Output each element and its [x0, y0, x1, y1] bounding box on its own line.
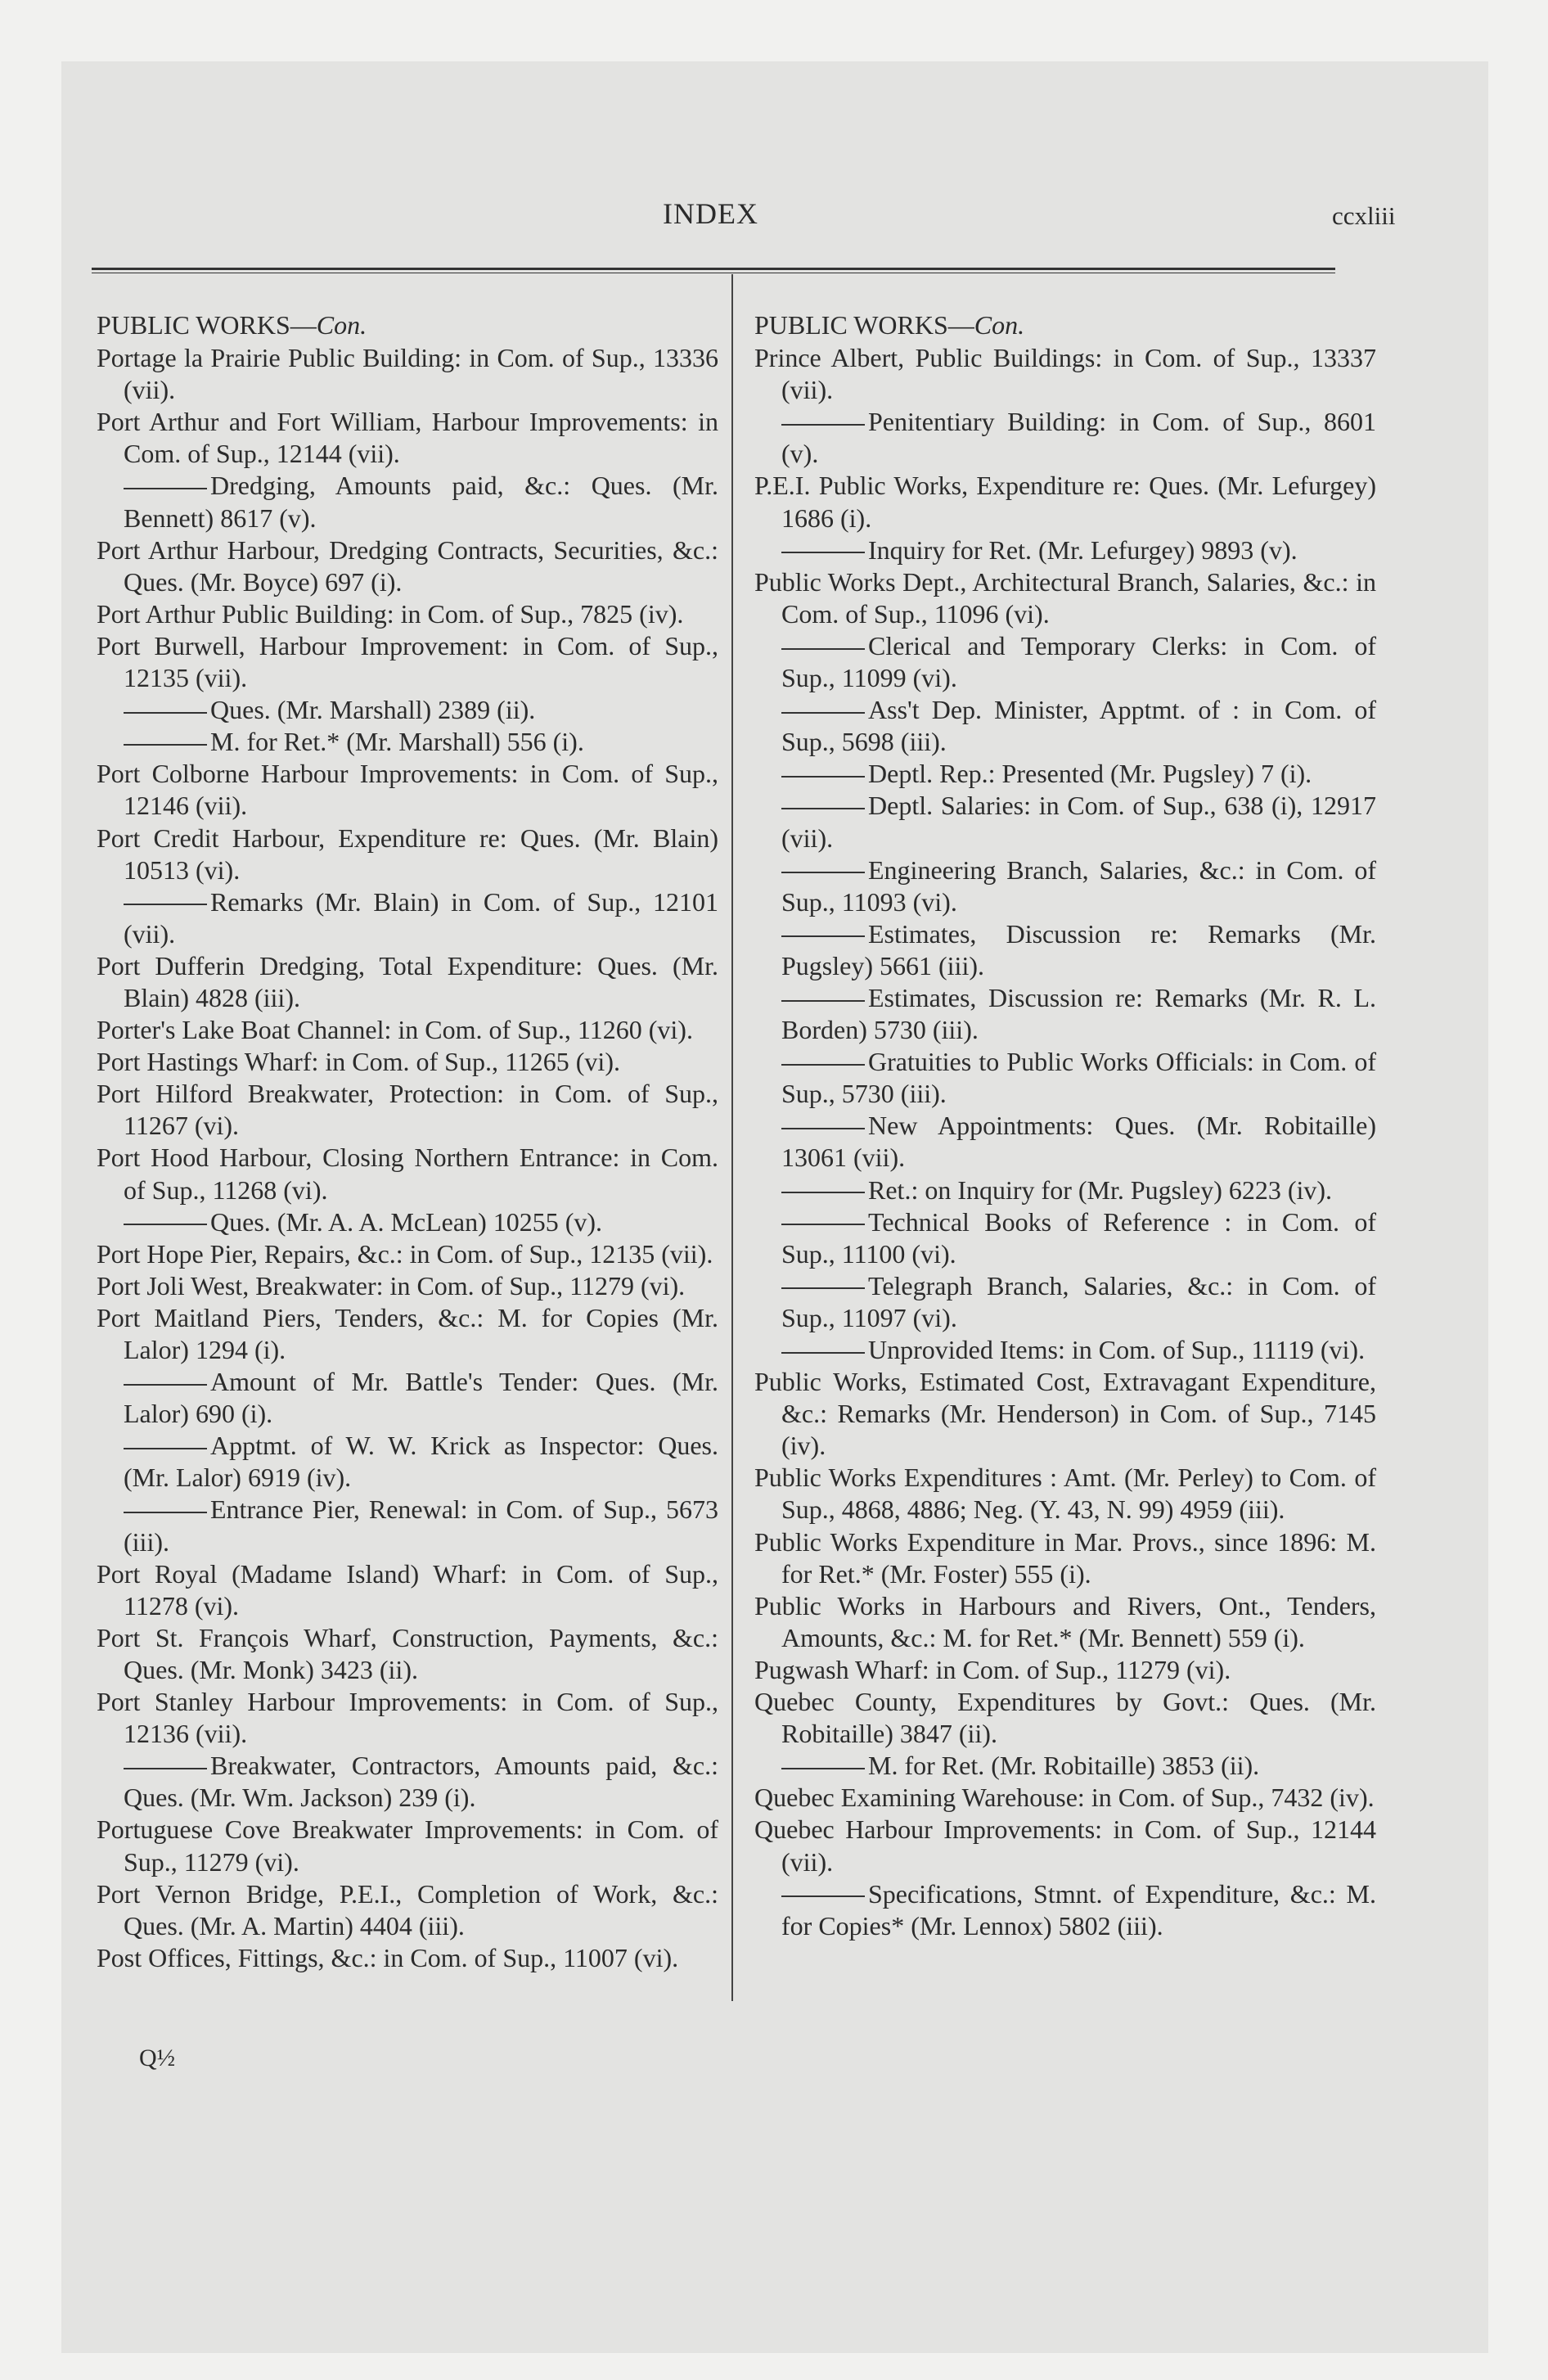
- index-entry: [754, 854, 1376, 918]
- entry-text: Port Joli West, Breakwater: in Com. of Sup., 11279 (vi).: [97, 1270, 686, 1300]
- entry-text: Port Hood Harbour, Closing Northern Entrance: in Com. of Sup., 11268 (vi).: [97, 1143, 718, 1205]
- index-entry: [97, 1430, 718, 1494]
- entry-text: Technical Books of Reference : in Com. of Sup., 11100 (vi).: [781, 1206, 1376, 1269]
- ditto-dash: [781, 1224, 865, 1225]
- right-column-heading: PUBLIC WORKS—Con.: [754, 310, 1025, 340]
- ditto-dash: [781, 1192, 865, 1193]
- entry-text: New Appointments: Ques. (Mr. Robitaille) 13061 (vii).: [781, 1111, 1376, 1173]
- entry-text: Deptl. Rep.: Presented (Mr. Pugsley) 7 (i).: [868, 759, 1312, 789]
- index-entry: [754, 630, 1376, 694]
- entry-text: Port Hilford Breakwater, Protection: in Com. of Sup., 11267 (vi).: [97, 1079, 718, 1141]
- index-entry: [97, 1078, 718, 1142]
- index-entry: [97, 1270, 718, 1302]
- entry-text: Remarks (Mr. Blain) in Com. of Sup., 12101 (vii).: [124, 886, 718, 949]
- index-entry: [754, 1686, 1376, 1750]
- index-entry: [97, 758, 718, 822]
- index-entry: [754, 1110, 1376, 1174]
- index-entry: [97, 1142, 718, 1206]
- entry-text: Port Dufferin Dredging, Total Expenditure: Ques. (Mr. Blain) 4828 (iii).: [97, 950, 718, 1012]
- entry-text: Ques. (Mr. Marshall) 2389 (ii).: [210, 695, 536, 725]
- ditto-dash: [124, 904, 207, 905]
- index-entry: [754, 1462, 1376, 1526]
- page-header: [0, 196, 1548, 246]
- ditto-dash: [781, 808, 865, 809]
- ditto-dash: [781, 1128, 865, 1129]
- ditto-dash: [124, 488, 207, 489]
- index-entry: [754, 1270, 1376, 1334]
- entry-text: Port Arthur Public Building: in Com. of Sup., 7825 (iv).: [97, 598, 684, 629]
- entry-text: Port Stanley Harbour Improvements: in Com. of Sup., 12136 (vii).: [97, 1687, 718, 1749]
- entry-text: Ques. (Mr. A. A. McLean) 10255 (v).: [210, 1206, 603, 1237]
- ditto-dash: [781, 1064, 865, 1066]
- entry-text: Public Works Expenditures : Amt. (Mr. Perley) to Com. of Sup., 4868, 4886; Neg. (Y. 43, N. 99) 4959 (iii).: [754, 1463, 1376, 1525]
- entry-text: Port Hope Pier, Repairs, &c.: in Com. of Sup., 12135 (vii).: [97, 1238, 713, 1269]
- index-entry: [97, 1046, 718, 1078]
- index-entry: [97, 1814, 718, 1877]
- entry-text: Gratuities to Public Works Officials: in Com. of Sup., 5730 (iii).: [781, 1047, 1376, 1109]
- ditto-dash: [781, 648, 865, 650]
- index-entry: [754, 342, 1376, 406]
- entry-text: Port Colborne Harbour Improvements: in Com. of Sup., 12146 (vii).: [97, 759, 718, 821]
- ditto-dash: [781, 1287, 865, 1289]
- entry-text: Ret.: on Inquiry for (Mr. Pugsley) 6223 (iv).: [868, 1174, 1333, 1205]
- entry-text: Apptmt. of W. W. Krick as Inspector: Ques. (Mr. Lalor) 6919 (iv).: [124, 1431, 718, 1493]
- index-entry: [754, 1334, 1376, 1366]
- ditto-dash: [781, 872, 865, 873]
- index-entry: [754, 1654, 1376, 1686]
- ditto-dash: [781, 776, 865, 778]
- entry-text: Port Burwell, Harbour Improvement: in Com. of Sup., 12135 (vii).: [97, 630, 718, 693]
- index-entry: [97, 470, 718, 534]
- index-entry: [97, 1622, 718, 1686]
- index-entry: [97, 406, 718, 470]
- entry-text: Breakwater, Contractors, Amounts paid, &c.: Ques. (Mr. Wm. Jackson) 239 (i).: [124, 1751, 718, 1813]
- signature-mark: Q½: [139, 2044, 176, 2071]
- index-entry: [754, 534, 1376, 566]
- index-entry: [754, 1366, 1376, 1462]
- ditto-dash: [124, 712, 207, 714]
- index-entry: [754, 1526, 1376, 1590]
- ditto-dash: [124, 1448, 207, 1449]
- entry-text: Entrance Pier, Renewal: in Com. of Sup., 5673 (iii).: [124, 1494, 718, 1557]
- entry-text: Porter's Lake Boat Channel: in Com. of Sup., 11260 (vi).: [97, 1015, 693, 1045]
- index-entry: [97, 726, 718, 758]
- entry-text: Port Maitland Piers, Tenders, &c.: M. for Copies (Mr. Lalor) 1294 (i).: [97, 1302, 718, 1364]
- entry-text: Amount of Mr. Battle's Tender: Ques. (Mr. Lalor) 690 (i).: [124, 1367, 718, 1429]
- entry-text: Port Arthur and Fort William, Harbour Improvements: in Com. of Sup., 12144 (vii).: [97, 407, 718, 469]
- index-entry: [97, 598, 718, 630]
- ditto-dash: [124, 744, 207, 746]
- ditto-dash: [781, 552, 865, 553]
- left-column: [97, 309, 718, 1974]
- header-title: INDEX: [663, 197, 758, 230]
- ditto-dash: [781, 1895, 865, 1897]
- entry-text: Public Works Dept., Architectural Branch, Salaries, &c.: in Com. of Sup., 11096 (vi).: [754, 566, 1376, 629]
- entry-text: Estimates, Discussion re: Remarks (Mr. R. L. Borden) 5730 (iii).: [781, 982, 1376, 1045]
- index-entry: [97, 1942, 718, 1974]
- entry-text: Engineering Branch, Salaries, &c.: in Com. of Sup., 11093 (vi).: [781, 854, 1376, 917]
- entry-text: Inquiry for Ret. (Mr. Lefurgey) 9893 (v).: [868, 534, 1298, 565]
- entry-text: Port Hastings Wharf: in Com. of Sup., 11265 (vi).: [97, 1047, 620, 1077]
- ditto-dash: [781, 712, 865, 714]
- index-entry: [754, 1590, 1376, 1654]
- page-number: ccxliii: [1332, 201, 1396, 230]
- entry-text: Unprovided Items: in Com. of Sup., 11119 (vi).: [868, 1335, 1366, 1364]
- entry-text: Public Works, Estimated Cost, Extravagant Expenditure, &c.: Remarks (Mr. Henderson) in Com. of Sup., 7145 (iv).: [754, 1367, 1376, 1461]
- ditto-dash: [124, 1384, 207, 1386]
- ditto-dash: [124, 1224, 207, 1225]
- index-entry: [754, 694, 1376, 758]
- index-entry: [97, 1302, 718, 1366]
- entry-text: Public Works in Harbours and Rivers, Ont., Tenders, Amounts, &c.: M. for Ret.* (Mr. Bennett) 559 (i).: [754, 1590, 1376, 1652]
- entry-text: Port St. François Wharf, Construction, Payments, &c.: Ques. (Mr. Monk) 3423 (ii).: [97, 1622, 718, 1684]
- index-entry: [754, 566, 1376, 630]
- index-entry: [754, 1174, 1376, 1206]
- column-divider: [731, 274, 733, 2001]
- index-entry: [754, 982, 1376, 1046]
- entry-text: Port Credit Harbour, Expenditure re: Ques. (Mr. Blain) 10513 (vi).: [97, 823, 718, 885]
- ditto-dash: [781, 424, 865, 426]
- ditto-dash: [781, 1000, 865, 1002]
- index-entry: [97, 694, 718, 726]
- ditto-dash: [781, 1352, 865, 1354]
- entry-text: Dredging, Amounts paid, &c.: Ques. (Mr. Bennett) 8617 (v).: [124, 471, 718, 533]
- entry-text: Port Royal (Madame Island) Wharf: in Com. of Sup., 11278 (vi).: [97, 1558, 718, 1620]
- entry-text: M. for Ret. (Mr. Robitaille) 3853 (ii).: [868, 1751, 1260, 1781]
- index-entry: [754, 1782, 1376, 1814]
- ditto-dash: [781, 1768, 865, 1769]
- entry-text: Specifications, Stmnt. of Expenditure, &c.: M. for Copies* (Mr. Lennox) 5802 (iii).: [781, 1878, 1376, 1941]
- index-entry: [754, 406, 1376, 470]
- index-entry: [754, 918, 1376, 982]
- index-entry: [97, 1686, 718, 1750]
- index-entry: [754, 470, 1376, 534]
- index-entry: [97, 630, 718, 694]
- left-entries: [97, 342, 718, 1974]
- entry-text: Prince Albert, Public Buildings: in Com. of Sup., 13337 (vii).: [754, 343, 1376, 405]
- entry-text: Deptl. Salaries: in Com. of Sup., 638 (i), 12917 (vii).: [781, 791, 1376, 853]
- index-entry: [754, 790, 1376, 854]
- index-entry: [97, 1494, 718, 1557]
- ditto-dash: [781, 935, 865, 937]
- entry-text: Telegraph Branch, Salaries, &c.: in Com. of Sup., 11097 (vi).: [781, 1270, 1376, 1332]
- index-entry: [97, 1878, 718, 1942]
- index-entry: [97, 1206, 718, 1238]
- index-entry: [97, 342, 718, 406]
- index-entry: [754, 758, 1376, 790]
- entry-text: Port Arthur Harbour, Dredging Contracts, Securities, &c.: Ques. (Mr. Boyce) 697 (i).: [97, 534, 718, 597]
- entry-text: Port Vernon Bridge, P.E.I., Completion of Work, &c.: Ques. (Mr. A. Martin) 4404 (iii).: [97, 1878, 718, 1941]
- entry-text: Penitentiary Building: in Com. of Sup., 8601 (v).: [781, 407, 1376, 469]
- entry-text: Clerical and Temporary Clerks: in Com. of Sup., 11099 (vi).: [781, 630, 1376, 693]
- entry-text: Post Offices, Fittings, &c.: in Com. of Sup., 11007 (vi).: [97, 1942, 679, 1972]
- ditto-dash: [124, 1512, 207, 1513]
- index-entry: [754, 1878, 1376, 1942]
- index-entry: [754, 1750, 1376, 1782]
- ditto-dash: [124, 1768, 207, 1769]
- right-column: [754, 309, 1376, 1942]
- index-entry: [97, 1750, 718, 1814]
- index-entry: [754, 1046, 1376, 1110]
- entry-text: Quebec Harbour Improvements: in Com. of Sup., 12144 (vii).: [754, 1814, 1376, 1877]
- index-entry: [97, 1014, 718, 1046]
- entry-text: Portuguese Cove Breakwater Improvements: in Com. of Sup., 11279 (vi).: [97, 1814, 718, 1877]
- entry-text: M. for Ret.* (Mr. Marshall) 556 (i).: [210, 727, 584, 757]
- entry-text: Quebec County, Expenditures by Govt.: Ques. (Mr. Robitaille) 3847 (ii).: [754, 1687, 1376, 1749]
- index-entry: [754, 1814, 1376, 1877]
- entry-text: Portage la Prairie Public Building: in Com. of Sup., 13336 (vii).: [97, 343, 718, 405]
- index-entry: [97, 534, 718, 598]
- index-entry: [97, 1238, 718, 1270]
- header-rule: [92, 268, 1335, 273]
- index-entry: [97, 1558, 718, 1622]
- entry-text: Public Works Expenditure in Mar. Provs., since 1896: M. for Ret.* (Mr. Foster) 555 (i).: [754, 1526, 1376, 1589]
- entry-text: Ass't Dep. Minister, Apptmt. of : in Com. of Sup., 5698 (iii).: [781, 695, 1376, 757]
- entry-text: P.E.I. Public Works, Expenditure re: Ques. (Mr. Lefurgey) 1686 (i).: [754, 471, 1376, 533]
- index-entry: [97, 1366, 718, 1430]
- index-entry: [754, 1206, 1376, 1270]
- index-entry: [97, 823, 718, 886]
- entry-text: Estimates, Discussion re: Remarks (Mr. Pugsley) 5661 (iii).: [781, 918, 1376, 980]
- entry-text: Quebec Examining Warehouse: in Com. of Sup., 7432 (iv).: [754, 1783, 1375, 1813]
- index-entry: [97, 886, 718, 950]
- entry-text: Pugwash Wharf: in Com. of Sup., 11279 (vi).: [754, 1654, 1231, 1684]
- left-column-heading: PUBLIC WORKS—Con.: [97, 310, 367, 340]
- index-entry: [97, 950, 718, 1014]
- right-entries: [754, 342, 1376, 1942]
